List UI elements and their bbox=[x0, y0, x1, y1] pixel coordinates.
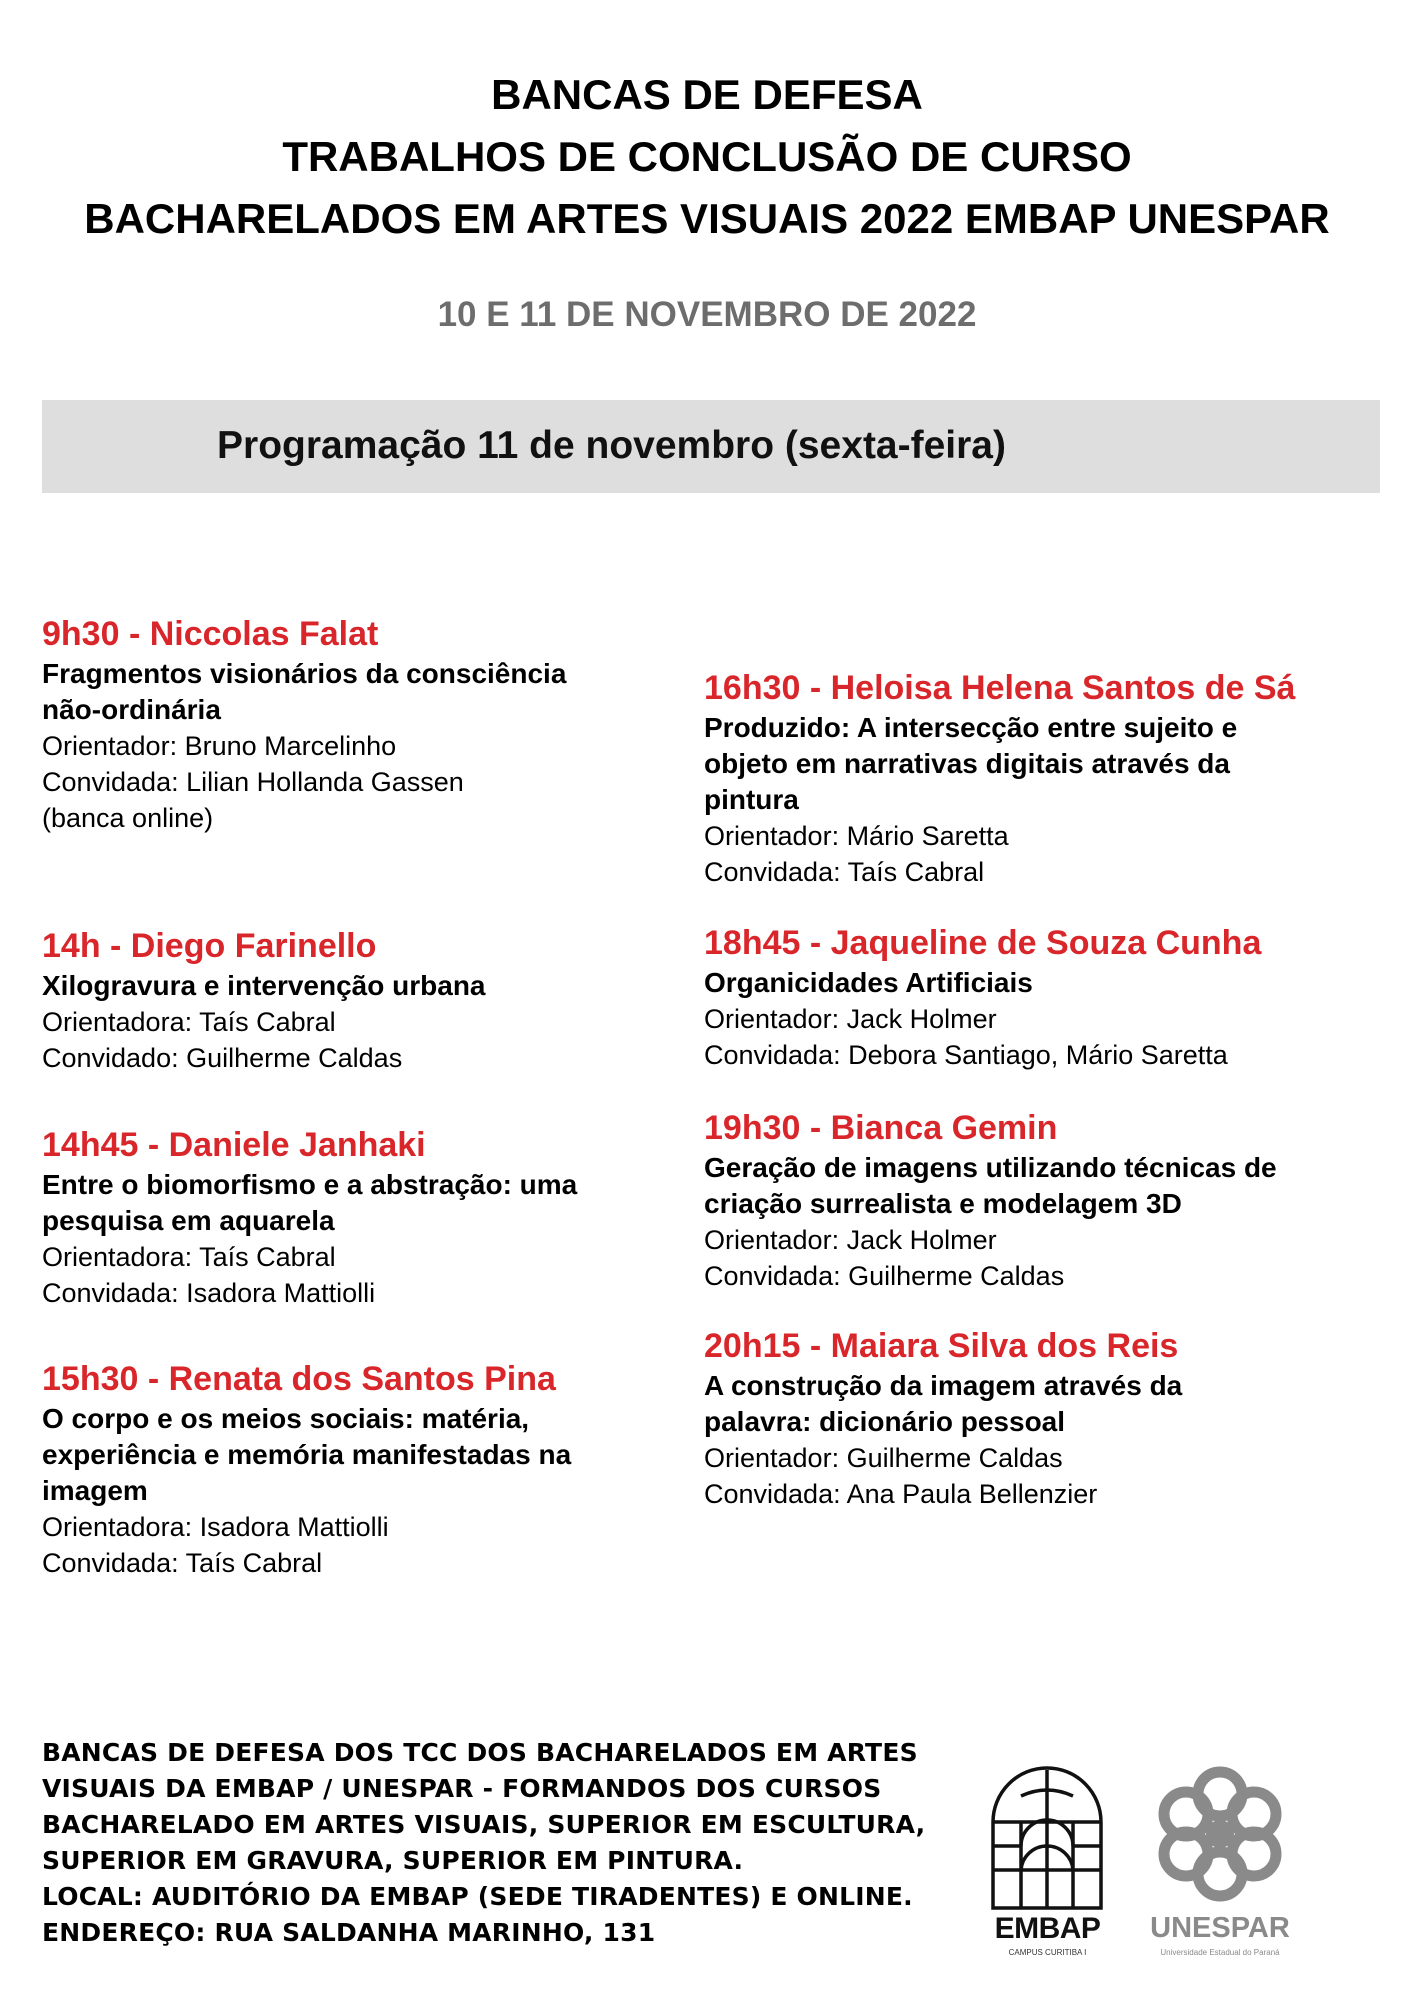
session-advisor: Orientador: Jack Holmer bbox=[704, 1225, 997, 1255]
embap-logo-name: EMBAP bbox=[994, 1912, 1101, 1945]
embap-logo-subtitle: CAMPUS CURITIBA I bbox=[1008, 1948, 1087, 1957]
session-title-line: objeto em narrativas digitais através da bbox=[704, 748, 1230, 779]
session-heading: 14h - Diego Farinello bbox=[42, 927, 377, 965]
session-advisor: Orientadora: Isadora Mattiolli bbox=[42, 1512, 389, 1542]
session-title-line: não-ordinária bbox=[42, 694, 221, 725]
session-title-line: Organicidades Artificiais bbox=[704, 967, 1033, 998]
unespar-flower-icon bbox=[1140, 1760, 1300, 1910]
session-note: (banca online) bbox=[42, 803, 214, 833]
session-heading: 19h30 - Bianca Gemin bbox=[704, 1109, 1058, 1147]
session-title-line: experiência e memória manifestadas na bbox=[42, 1439, 572, 1470]
session-advisor: Orientador: Jack Holmer bbox=[704, 1004, 997, 1034]
session-guest: Convidada: Debora Santiago, Mário Saretta bbox=[704, 1040, 1228, 1070]
session-heading: 18h45 - Jaqueline de Souza Cunha bbox=[704, 924, 1262, 962]
session-guest: Convidado: Guilherme Caldas bbox=[42, 1043, 403, 1073]
session-title-line: A construção da imagem através da bbox=[704, 1370, 1183, 1401]
session-bianca bbox=[704, 1106, 1364, 1294]
session-advisor: Orientador: Bruno Marcelinho bbox=[42, 731, 397, 761]
session-title-line: imagem bbox=[42, 1475, 148, 1506]
session-maiara bbox=[704, 1324, 1364, 1512]
left-column bbox=[42, 612, 682, 1612]
session-title-line: pesquisa em aquarela bbox=[42, 1205, 335, 1236]
footer-info bbox=[42, 1735, 942, 1951]
footer-line: BACHARELADO EM ARTES VISUAIS, SUPERIOR EM ESCULTURA, bbox=[42, 1810, 926, 1839]
unespar-logo-name: UNESPAR bbox=[1150, 1912, 1290, 1944]
session-advisor: Orientador: Guilherme Caldas bbox=[704, 1443, 1063, 1473]
session-heading: 15h30 - Renata dos Santos Pina bbox=[42, 1360, 556, 1398]
session-title-line: Produzido: A intersecção entre sujeito e bbox=[704, 712, 1238, 743]
program-banner bbox=[42, 400, 1380, 493]
session-guest: Convidada: Taís Cabral bbox=[704, 857, 985, 887]
embap-logo bbox=[985, 1760, 1110, 1970]
document-title bbox=[0, 64, 1414, 250]
session-guest: Convidada: Ana Paula Bellenzier bbox=[704, 1479, 1098, 1509]
session-title-line: pintura bbox=[704, 784, 799, 815]
session-heading: 20h15 - Maiara Silva dos Reis bbox=[704, 1327, 1179, 1365]
embap-building-icon bbox=[985, 1760, 1110, 1910]
session-advisor: Orientadora: Taís Cabral bbox=[42, 1007, 336, 1037]
footer-line: SUPERIOR EM GRAVURA, SUPERIOR EM PINTURA. bbox=[42, 1846, 744, 1875]
unespar-logo bbox=[1140, 1760, 1300, 1970]
session-guest: Convidada: Isadora Mattiolli bbox=[42, 1278, 376, 1308]
title-line-1: BANCAS DE DEFESA bbox=[491, 71, 923, 118]
session-title-line: palavra: dicionário pessoal bbox=[704, 1406, 1066, 1437]
footer-line: VISUAIS DA EMBAP / UNESPAR - FORMANDOS DOS CURSOS bbox=[42, 1774, 882, 1803]
session-title-line: O corpo e os meios sociais: matéria, bbox=[42, 1403, 530, 1434]
footer-address: ENDEREÇO: RUA SALDANHA MARINHO, 131 bbox=[42, 1918, 656, 1947]
footer-line: BANCAS DE DEFESA DOS TCC DOS BACHARELADOS EM ARTES bbox=[42, 1738, 918, 1767]
title-line-3: BACHARELADOS EM ARTES VISUAIS 2022 EMBAP UNESPAR bbox=[84, 195, 1330, 242]
session-advisor: Orientadora: Taís Cabral bbox=[42, 1242, 336, 1272]
session-heading: 16h30 - Heloisa Helena Santos de Sá bbox=[704, 669, 1296, 707]
session-title-line: Entre o biomorfismo e a abstração: uma bbox=[42, 1169, 578, 1200]
session-heading: 14h45 - Daniele Janhaki bbox=[42, 1126, 426, 1164]
session-title-line: Fragmentos visionários da consciência bbox=[42, 658, 567, 689]
session-advisor: Orientador: Mário Saretta bbox=[704, 821, 1009, 851]
session-diego bbox=[42, 924, 682, 1076]
session-title-line: criação surrealista e modelagem 3D bbox=[704, 1188, 1182, 1219]
session-title-line: Xilogravura e intervenção urbana bbox=[42, 970, 486, 1001]
title-line-2: TRABALHOS DE CONCLUSÃO DE CURSO bbox=[282, 133, 1132, 180]
program-banner-text: Programação 11 de novembro (sexta-feira) bbox=[217, 424, 1006, 467]
session-guest: Convidada: Guilherme Caldas bbox=[704, 1261, 1065, 1291]
session-heloisa bbox=[704, 666, 1364, 890]
right-column bbox=[704, 666, 1364, 1566]
session-daniele bbox=[42, 1123, 682, 1311]
session-heading: 9h30 - Niccolas Falat bbox=[42, 615, 379, 653]
session-jaqueline bbox=[704, 921, 1364, 1073]
footer-location: LOCAL: AUDITÓRIO DA EMBAP (SEDE TIRADENTES) E ONLINE. bbox=[42, 1882, 913, 1911]
event-date: 10 E 11 DE NOVEMBRO DE 2022 bbox=[437, 295, 977, 334]
session-guest: Convidada: Lilian Hollanda Gassen bbox=[42, 767, 464, 797]
session-niccolas bbox=[42, 612, 682, 836]
session-title-line: Geração de imagens utilizando técnicas de bbox=[704, 1152, 1277, 1183]
unespar-logo-subtitle: Universidade Estadual do Paraná bbox=[1160, 1948, 1280, 1957]
session-guest: Convidada: Taís Cabral bbox=[42, 1548, 323, 1578]
session-renata bbox=[42, 1357, 682, 1581]
